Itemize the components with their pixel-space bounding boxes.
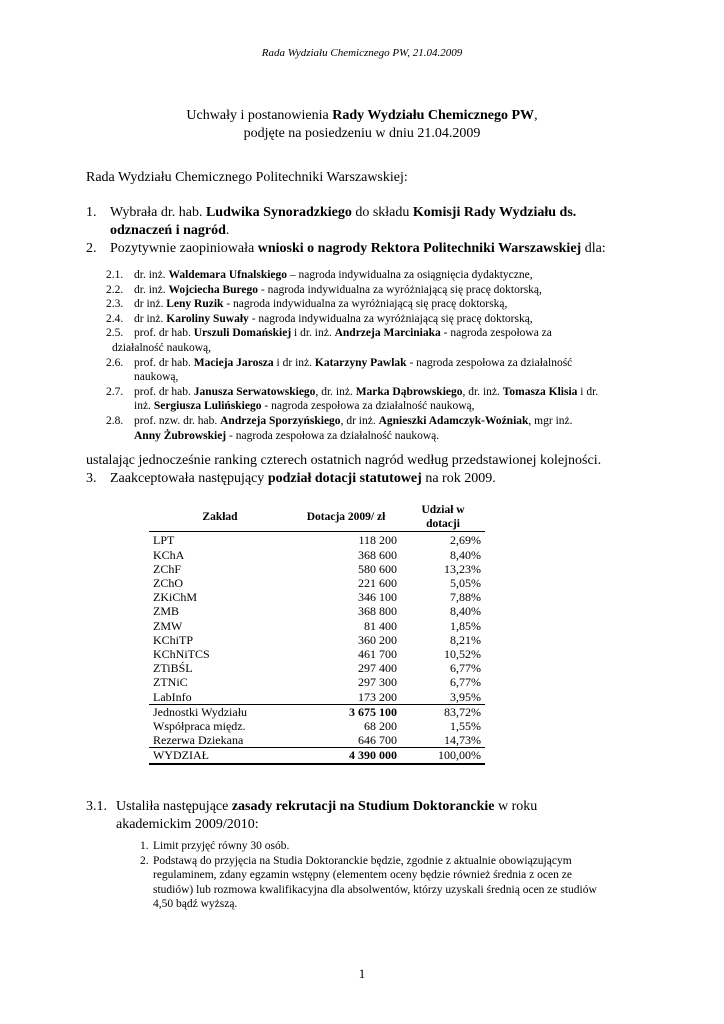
cell-amount: 4 390 000 [291,748,401,764]
cell-amount: 68 200 [364,719,397,734]
subitem-2-6-cont: naukową, [134,371,179,384]
text-line: studiów) lub rozmowa kwalifikacyjna dla absolwentów, którzy uzyskali średnią ocen ze studiów [153,883,597,896]
text-line: regulaminem, zdany egzamin wstępny (elementem oceny będzie również średnia z ocen ze [153,869,572,882]
person-name: Ludwika Synoradzkiego [205,205,352,220]
cell-amount: 221 600 [358,576,397,591]
text-run: w roku [494,799,538,814]
list-number: 1. [140,840,149,852]
cell-amount: 346 100 [358,590,397,605]
text-run: - nagroda zespołowa za działalność [406,356,573,369]
subitem-text [134,385,646,400]
person-name: Leny Ruzik [166,298,224,311]
text-run: - nagroda indywidualna za wyróżniającą się pracę doktorską, [258,283,542,296]
table-row [149,748,485,764]
subitem-number: 2.3. [106,298,124,311]
table-row [149,532,485,548]
cell-share: 1,55% [450,719,481,734]
person-name: Tomasza Klisia [502,385,578,398]
cell-amount: 360 200 [358,632,397,647]
funding-table [149,503,485,765]
text-run: dr inż. [134,298,167,311]
subitem-2-5-cont: działalność naukową, [112,341,211,354]
text-run: dr. inż. [134,283,169,296]
subitem-2-8 [106,414,646,429]
cell-unit: WYDZIAŁ [149,748,291,764]
table-body [149,532,485,764]
text-run: - nagroda indywidualna za wyróżniającą się pracę doktorską, [248,312,533,325]
subitem-number: 2.6. [106,356,124,369]
committee-name: Komisji Rady Wydziału ds. [412,205,577,220]
cell-unit: ZChO [153,576,183,591]
table-row [149,562,485,576]
person-name: Anny Żubrowskiej [134,429,227,442]
cell-unit: ZMB [153,604,180,619]
item-number: 3. [86,471,97,486]
text-run: i dr. [577,385,599,398]
text-run: prof. dr hab. [134,327,194,340]
table-row [149,548,485,562]
table-row [149,576,485,590]
subitem-number: 2.1. [106,269,124,281]
cell-amount: 3 675 100 [291,704,401,719]
text-run: Pozytywnie zaopiniowała [110,241,258,256]
award-name: wnioski o nagrody Rektora Politechniki Warszawskiej [257,241,582,256]
cell-amount: 580 600 [358,561,397,576]
subitem-number: 2.7. [106,385,124,398]
text-run: dr. inż. [134,269,169,281]
cell-unit: ZMW [153,618,183,633]
subitem-number: 2.2. [106,283,124,296]
subitem-2-6 [106,356,646,371]
text-run: dr inż. [134,312,167,325]
ranking-text: ustalając jednocześnie ranking czterech ostatnich nagród według przedstawionej kolejności. [86,453,602,468]
cell-share: 83,72% [401,704,485,719]
person-name: Waldemara Ufnalskiego [168,269,288,281]
item-number: 2. [86,241,97,256]
table-row [149,690,485,705]
cell-amount: 297 400 [358,661,397,676]
list-item-2 [86,240,646,258]
header-row [149,503,485,532]
subitem-2-5 [106,326,646,341]
title-line-2: podjęte na posiedzeniu w dniu 21.04.2009 [243,126,481,141]
recruitment-heading-cont: akademickim 2009/2010: [116,817,259,832]
cell-amount: 368 600 [358,547,397,562]
text-run: Zaakceptowała następujący [110,471,268,486]
cell-unit: ZKiChM [153,590,198,605]
text-run: - nagroda zespołowa za działalność naukową, [261,400,475,413]
text-run: , dr. inż. [462,385,503,398]
subitem-2-8-cont [106,429,646,444]
table-row [149,619,485,633]
intro-text: Rada Wydziału Chemicznego Politechniki Warszawskiej: [86,170,408,185]
text-run: , mgr inż. [528,414,573,427]
list-number: 2. [140,854,149,867]
person-name: Andrzeja Marciniaka [334,327,441,340]
cell-share: 14,73% [444,733,481,748]
ranking-section [86,452,646,488]
column-header-unit: Zakład [149,503,291,532]
subitem-text [134,356,646,371]
item-text [110,240,606,258]
person-name: Andrzeja Sporzyńskiego [220,414,341,427]
page-header: Rada Wydziału Chemicznego PW, 21.04.2009 [261,47,463,59]
table-header [149,503,485,532]
table-row [149,590,485,604]
cell-amount: 81 400 [364,618,397,633]
cell-unit: Jednostki Wydziału [149,704,291,719]
table-row [149,633,485,647]
cell-unit: LabInfo [153,689,192,704]
table-row [149,604,485,618]
text-run: prof. dr hab. [134,385,194,398]
cell-amount: 646 700 [358,733,397,748]
cell-share: 8,40% [450,547,481,562]
cell-share: 6,77% [450,675,481,690]
recruitment-heading [86,798,646,816]
person-name: Agnieszki Adamczyk-Woźniak [378,414,529,427]
subitem-2-7-cont [106,399,646,414]
cell-share: 8,21% [450,632,481,647]
cell-amount: 173 200 [358,689,397,704]
text-line: 4,50 bądź wyższą. [153,898,238,911]
subitem-2-4 [106,312,646,327]
cell-unit: ZTNiC [153,675,188,690]
text-run: Wybrała dr. hab. [110,205,206,220]
committee-name-cont: odznaczeń i nagród [110,223,226,238]
person-name: Katarzyny Pawlak [314,356,407,369]
item-text [110,470,496,488]
subitem-text [134,414,646,429]
text-run: do składu [351,205,413,220]
list-text [153,854,640,912]
cell-share: 8,40% [450,604,481,619]
list-item-3 [86,470,646,488]
subitem-number: 2.8. [106,414,124,427]
list-item [140,854,640,912]
person-name: Wojciecha Burego [168,283,259,296]
cell-share: 5,05% [450,576,481,591]
subitem-2-7 [106,385,646,400]
subitem-text [134,268,646,283]
text-line: Podstawą do przyjęcia na Studia Doktoranckie będzie, zgodnie z aktualnie obowiązującym [153,854,572,867]
cell-unit: KChA [153,547,185,562]
cell-share: 1,85% [450,618,481,633]
table-row [149,704,485,719]
text-run: na rok 2009. [421,471,496,486]
column-header-share: Udział w dotacji [401,503,485,532]
cell-share: 100,00% [401,748,485,764]
subitem-2-1 [106,268,646,283]
subitem-number: 2.4. [106,312,124,325]
emphasis-text: zasady rekrutacji na Studium Doktoranckie [231,799,495,814]
cell-share: 3,95% [450,689,481,704]
text-run: dla: [581,241,606,256]
cell-unit: Współpraca międz. [153,719,246,734]
cell-share: 6,77% [450,661,481,676]
cell-share: 13,23% [444,561,481,576]
text-run: prof. dr hab. [134,356,194,369]
table-row [149,733,485,748]
text-line: Limit przyjęć równy 30 osób. [153,840,290,852]
text-run: , dr. inż. [315,385,356,398]
person-name: Marka Dąbrowskiego [355,385,463,398]
cell-unit: Rezerwa Dziekana [153,733,244,748]
person-name: Sergiusza Lulińskiego [153,400,262,413]
subitem-2-2 [106,283,646,298]
text-run: – nagroda indywidualna za osiągnięcia dydaktyczne, [287,269,533,281]
table-row [149,661,485,675]
table-row [149,647,485,661]
text-run: - nagroda zespołowa za działalność naukową. [226,429,440,442]
title-punct: , [534,108,538,123]
text-run: - nagroda indywidualna za wyróżniającą się pracę doktorską, [223,298,508,311]
column-header-amount: Dotacja 2009/ zł [291,503,401,532]
subitem-text [134,297,646,312]
cell-amount: 461 700 [358,647,397,662]
person-name: Urszuli Domańskiej [193,327,292,340]
person-name: Macieja Jarosza [193,356,274,369]
subitem-number: 2.5. [106,327,124,340]
cell-unit: KChiTP [153,632,194,647]
title-text: Uchwały i postanowienia [186,108,333,123]
text-run: i dr. inż. [291,327,335,340]
cell-amount: 368 800 [358,604,397,619]
cell-unit: ZTiBŚL [153,661,193,676]
item-text [116,798,537,816]
subitem-text [134,326,646,341]
list-text [153,839,640,854]
list-item [140,839,640,854]
emphasis-text: podział dotacji statutowej [267,471,422,486]
cell-unit: LPT [153,533,175,548]
text-run: i dr inż. [273,356,315,369]
table-row [149,719,485,733]
document-title [0,107,724,143]
text-run: - nagroda zespołowa za [440,327,552,340]
title-bold: Rady Wydziału Chemicznego PW [332,108,535,123]
cell-unit: KChNiTCS [153,647,210,662]
cell-share: 7,88% [450,590,481,605]
title-line-1 [0,107,724,125]
subitem-text [134,283,646,298]
subitem-2-3 [106,297,646,312]
award-sublist [106,268,646,443]
text-run: . [225,223,230,238]
recruitment-rules-list [140,839,640,912]
list-item-1 [86,204,646,240]
cell-share: 10,52% [444,647,481,662]
text-run: Ustaliła następujące [116,799,232,814]
person-name: Karoliny Suwały [166,312,249,325]
item-number: 3.1. [86,799,107,814]
recruitment-section [86,798,646,834]
subitem-text [134,312,646,327]
cell-amount: 297 300 [358,675,397,690]
item-number: 1. [86,205,97,220]
text-run: , dr inż. [340,414,379,427]
text-run: prof. nzw. dr. hab. [134,414,221,427]
cell-unit: ZChF [153,561,182,576]
text-run: inż. [134,400,154,413]
main-list [86,204,646,258]
page-number: 1 [358,966,366,981]
cell-amount: 118 200 [358,533,397,548]
cell-share: 2,69% [450,533,481,548]
table-row [149,675,485,689]
item-text [110,204,576,240]
person-name: Janusza Serwatowskiego [193,385,316,398]
